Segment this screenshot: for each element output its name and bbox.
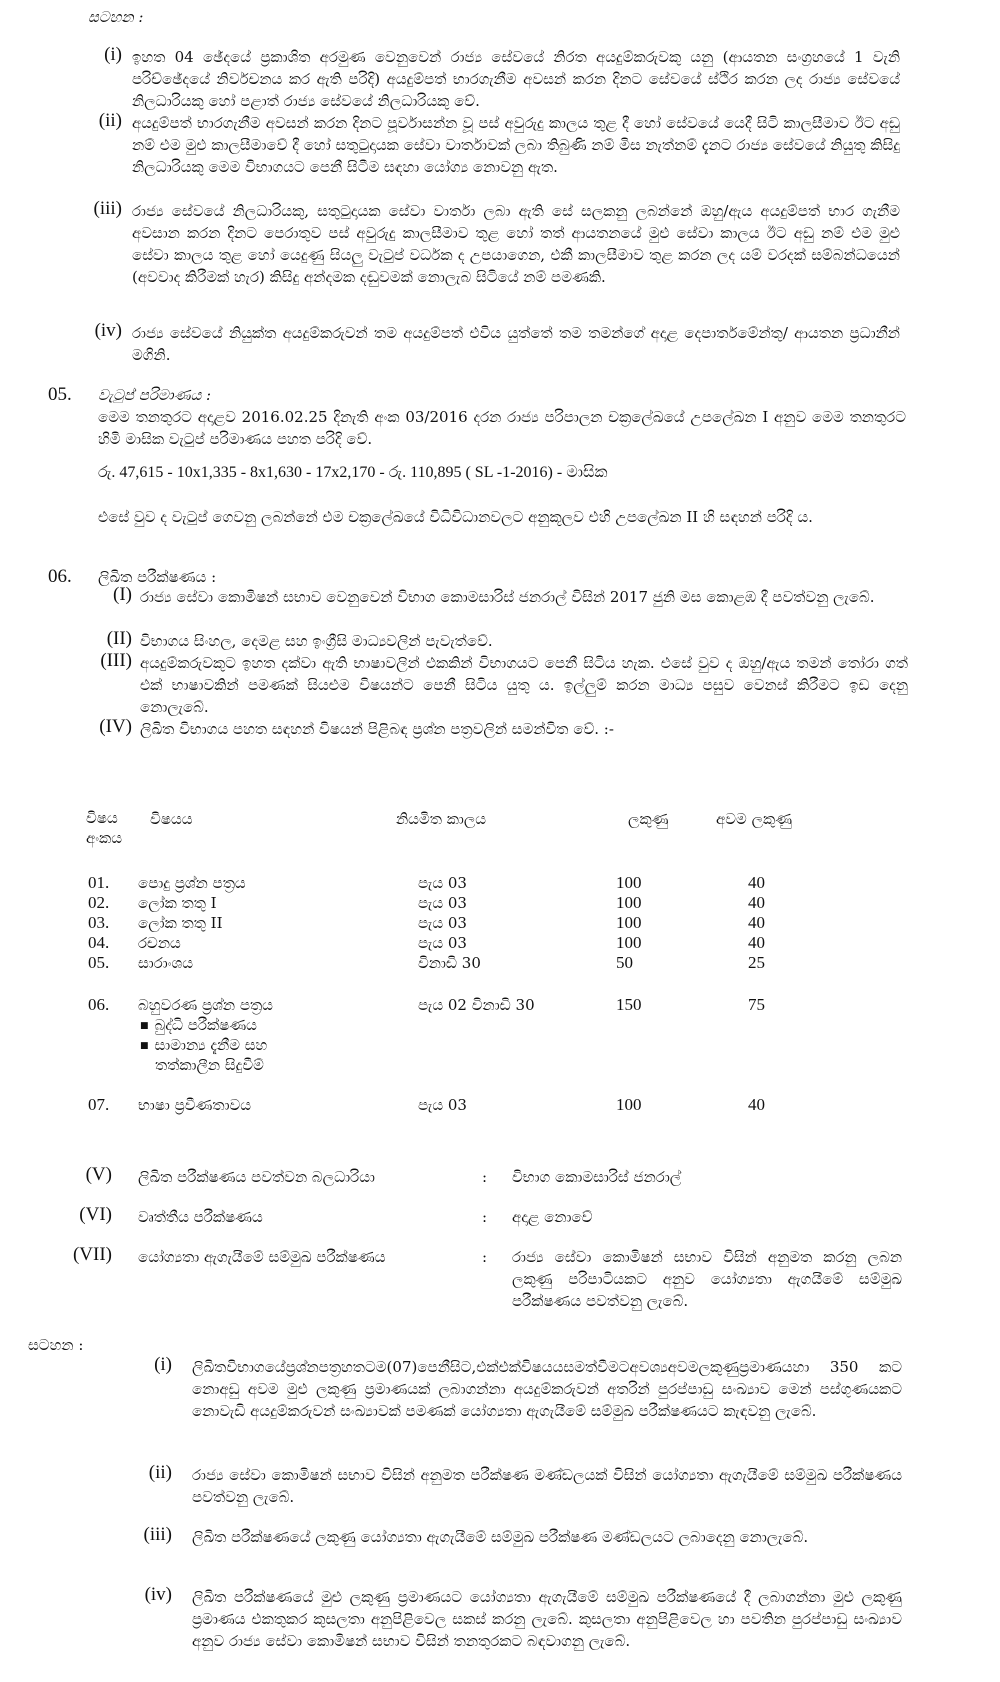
table-cell-number: 03. [88, 913, 110, 932]
table-cell-min-marks: 25 [748, 953, 765, 972]
note-text: අයදුම්පත් භාරගැනීම අවසන් කරන දිනට පූර්වාසන්න වූ පස් අවුරුදු කාලය තුළ දී හෝ සේවයේ යෙදී සිටි කාලසීමාව ඊට අඩු නම් එම මුළු කාලසීමාවේ දී හෝ සතුටුදායක සේවා වාර්තාවක් ලබා තිබුණි නම් මිස නැත්නම් දැනට රාජ්‍ය සේවයේ නියුතු කිසිදු නිලධාරියකු මෙම විභාගයට පෙනී සිටීම සඳහා යෝග්‍ය නොවනු ඇත. [132, 114, 900, 176]
detail-label: (VII) [72, 1244, 112, 1265]
column-header: අවම ලකුණු [716, 810, 793, 828]
note-label: (iv) [144, 1584, 172, 1605]
section-number: 06. [48, 566, 72, 587]
note-label: (iii) [143, 1524, 172, 1545]
detail-label: (VI) [79, 1204, 112, 1225]
note-label: (i) [104, 44, 122, 65]
table-cell-duration: පැය 03 [418, 914, 467, 932]
table-cell-marks: 100 [616, 873, 642, 892]
note-text: රාජ්‍ය සේවා කොමිෂන් සභාව විසින් අනුමත පරීක්ෂණ මණ්ඩලයක් විසින් යෝග්‍යතා ඇගැයීමේ සම්මුඛ පරීක්ෂණය පවත්වනු ලැබේ. [192, 1466, 902, 1506]
item-label: (IV) [99, 716, 132, 737]
note-label: (iii) [93, 198, 122, 219]
table-cell-number: 05. [88, 953, 110, 972]
detail-key: යෝග්‍යතා ඇගැයීමේ සම්මුඛ පරීක්ෂණය [138, 1248, 386, 1266]
detail-key: ලිඛිත පරීක්ෂණය පවත්වන බලධාරියා [138, 1168, 375, 1186]
detail-separator: : [482, 1248, 488, 1266]
table-cell-subject: ලෝක තතු II [138, 914, 223, 932]
table-cell-marks: 100 [616, 893, 642, 912]
table-sub-item: ■ බුද්ධි පරීක්ෂණය [140, 1014, 257, 1037]
note-text: ඉහත 04 ඡේදයේ ප්‍රකාශිත අරමුණ වෙනුවෙන් රාජ්‍ය සේවයේ නිරත අයදුම්කරුවකු යනු (ආයතන සංග්‍රහයේ 1 වැනි පරිච්ඡේදයේ නිර්වචනය කර ඇති පරිදි) අයදුම්පත් භාරගැනීම අවසන් කරන දිනට සේවයේ ස්ථිර කරන ලද රාජ්‍ය සේවයේ නිලධාරියකු හෝ පළාත් රාජ්‍ය සේවයේ නිලධාරියකු වේ. [132, 48, 900, 110]
table-cell-marks: 100 [616, 1095, 642, 1114]
section-paragraph: එසේ වුව ද වැටුප් ගෙවනු ලබන්නේ එම චක්‍රලේඛයේ විධිවිධානවලට අනුකූලව එහි උපලේඛන II හි සඳහන් පරිදි ය. [98, 508, 813, 526]
note-label: (iv) [94, 320, 122, 341]
notes-heading: සටහන : [88, 8, 144, 26]
table-cell-min-marks: 75 [748, 995, 765, 1014]
section-number: 05. [48, 384, 72, 405]
table-cell-number: 02. [88, 893, 110, 912]
detail-value: රාජ්‍ය සේවා කොමිෂන් සභාව විසින් අනුමත කරනු ලබන ලකුණු පරිපාටියකට අනුව යෝග්‍යතා ඇගයීමේ සම්මුඛ පරීක්ෂණය පවත්වනු ලැබේ. [512, 1248, 902, 1310]
column-header: විෂයය [150, 810, 193, 828]
item-text: රාජ්‍ය සේවා කොමිෂන් සභාව වෙනුවෙන් විභාග කොමසාරිස් ජනරාල් විසින් 2017 ජුනි මස කොළඹ දී පවත්වනු ලැබේ. [140, 588, 875, 606]
table-cell-number: 07. [88, 1095, 110, 1114]
table-cell-marks: 50 [616, 953, 633, 972]
table-cell-duration: පැය 02 විනාඩි 30 [418, 996, 535, 1014]
table-cell-number: 06. [88, 995, 110, 1014]
table-cell-duration: පැය 03 [418, 874, 467, 892]
table-cell-subject: පොදු ප්‍රශ්න පත්‍රය [138, 874, 246, 892]
item-text: විභාගය සිංහල, දෙමළ සහ ඉංග්‍රීසි මාධ්‍යවලින් පැවැත්වේ. [140, 632, 493, 650]
note-text: ලිඛිත පරීක්ෂණයේ ලකුණු යෝග්‍යතා ඇගැයීමේ සම්මුඛ පරීක්ෂණ මණ්ඩලයට ලබාදෙනු නොලැබේ. [192, 1528, 809, 1546]
table-sub-item: ■ සාමාන්‍ය දැනීම සහ [140, 1034, 267, 1057]
table-cell-min-marks: 40 [748, 913, 765, 932]
table-cell-min-marks: 40 [748, 873, 765, 892]
item-label: (III) [100, 650, 132, 671]
item-text: අයදුම්කරුවකුට ඉහත දක්වා ඇති භාෂාවලින් එකකින් විභාගයට පෙනී සිටිය හැක. එසේ වුව ද ඔහු/ඇය තමන් තෝරා ගත් එක් භාෂාවකින් පමණක් සියළුම විෂයන්ට පෙනී සිටිය යුතු ය. ඉල්ලුම් කරන මාධ්‍ය පසුව වෙනස් කිරීමට ඉඩ දෙනු නොලැබේ. [140, 654, 908, 716]
table-cell-subject: ලෝක තතු I [138, 894, 217, 912]
note-text: ලිඛිත පරීක්ෂණයේ මුළු ලකුණු ප්‍රමාණයට යෝග්‍යතා ඇගැයීමේ සම්මුඛ පරීක්ෂණයේ දී ලබාගන්නා මුළු ලකුණු ප්‍රමාණය එකතුකර කුසලතා අනුපිළිවෙල සකස් කරනු ලැබේ. කුසලතා අනුපිළිවෙල හා පවතින පුරප්පාඩු සංඛ්‍යාව අනුව රාජ්‍ය සේවා කොමිෂන් සභාව විසින් තනතුරකට බඳවාගනු ලැබේ. [192, 1588, 902, 1650]
column-header: නියමිත කාලය [396, 810, 487, 828]
column-header: ලකුණු [628, 810, 669, 828]
detail-key: වෘත්තීය පරීක්ෂණය [138, 1208, 263, 1226]
table-cell-min-marks: 40 [748, 1095, 765, 1114]
section-paragraph: මෙම තනතුරට අදාළව 2016.02.25 දිනැති අංක 03/2016 දරන රාජ්‍ය පරිපාලන චක්‍රලේඛයේ උපලේඛන I අනුව මෙම තනතුරට හිමි මාසික වැටුප් පරිමාණය පහත පරිදි වේ. [98, 408, 906, 448]
item-text: ලිඛිත විභාගය පහත සඳහන් විෂයන් පිළිබඳ ප්‍රශ්න පත්‍රවලින් සමන්විත වේ. :- [140, 720, 614, 738]
table-cell-subject: භාෂා ප්‍රවීණතාවය [138, 1096, 252, 1114]
salary-scale: රු. 47,615 - 10x1,335 - 8x1,630 - 17x2,170 - රු. 110,895 ( SL -1-2016) - මාසික [98, 464, 608, 481]
detail-value: විභාග කොමසාරිස් ජනරාල් [512, 1168, 682, 1186]
table-cell-marks: 100 [616, 913, 642, 932]
table-sub-item: තත්කාලීන සිදුවීම් [155, 1056, 264, 1074]
table-cell-duration: පැය 03 [418, 1096, 467, 1114]
table-cell-marks: 100 [616, 933, 642, 952]
note-label: (ii) [148, 1462, 172, 1483]
detail-label: (V) [85, 1164, 112, 1185]
table-cell-duration: පැය 03 [418, 934, 467, 952]
detail-separator: : [482, 1168, 488, 1186]
table-cell-duration: විනාඩි 30 [418, 954, 481, 972]
note-text: රාජ්‍ය සේවයේ නිලධාරියකු, සතුටුදායක සේවා වාර්තා ලබා ඇති සේ සලකනු ලබන්නේ ඔහු/ඇය අයදුම්පත් භාර ගැනීම අවසාන කරන දිනට පෙරාතුව පස් අවුරුදු කාලසීමාව තුළ හෝ තත් ආයතනයේ මුළු සේවා කාලය ඊට අඩු නම් එම මුළු සේවා කාලය තුළ හෝ යෙදුණු සියලු වැටුප් වර්ධක ද උපයාගෙන, එකී කාලසීමාව තුළ කරන ලද යම් වරදක් සම්බන්ධයෙන් (අවවාද කිරීමක් හැර) කිසිදු අන්දමක දඬුවමක් නොලැබ සිටියේ නම් පමණකි. [132, 202, 900, 286]
section-title: වැටුප් පරිමාණය : [98, 386, 212, 404]
table-cell-subject: සාරාංශය [138, 954, 194, 972]
note-label: (ii) [98, 110, 122, 131]
table-cell-duration: පැය 03 [418, 894, 467, 912]
note-label: (i) [154, 1354, 172, 1375]
item-label: (II) [106, 628, 132, 649]
note-text: ලිඛිතවිභාගයේප්‍රශ්නපත්‍රහතටම(07)පෙනීසිට,එක්එක්විෂයයසමත්වීමටඅවශ්‍යඅවමලකුණුප්‍රමාණයහා 350 කට නොඅඩු අවම මුළු ලකුණු ප්‍රමාණයක් ලබාගන්නා අයදුම්කරුවන් අතරින් පුරප්පාඩු සංඛ්‍යාව මෙන් පස්ගුණයකට නොවැඩි අයදුම්කරුවන් සංඛ්‍යාවක් පමණක් යෝග්‍යතා ඇගැයීමේ සම්මුඛ පරීක්ෂණයට කැඳවනු ලැබේ. [192, 1358, 902, 1420]
note-text: රාජ්‍ය සේවයේ නියුක්ත අයදුම්කරුවන් තම අයදුම්පත් එවිය යුත්තේ තම තමන්ගේ අදාළ දෙපාර්තමේන්තු/ ආයතන ප්‍රධානීන් මගිනි. [132, 324, 900, 364]
column-header: විෂය අංකය [86, 809, 123, 847]
detail-separator: : [482, 1208, 488, 1226]
section-title: ලිඛිත පරීක්ෂණය : [98, 568, 217, 586]
table-cell-subject: බහුවරණ ප්‍රශ්න පත්‍රය [138, 996, 273, 1014]
notes-heading: සටහන : [28, 1336, 84, 1354]
table-cell-number: 04. [88, 933, 110, 952]
item-label: (I) [113, 584, 132, 605]
table-cell-marks: 150 [616, 995, 642, 1014]
table-cell-number: 01. [88, 873, 110, 892]
table-cell-min-marks: 40 [748, 933, 765, 952]
detail-value: අදාළ නොවේ [512, 1208, 593, 1226]
table-cell-subject: රචනය [138, 934, 181, 952]
table-cell-min-marks: 40 [748, 893, 765, 912]
